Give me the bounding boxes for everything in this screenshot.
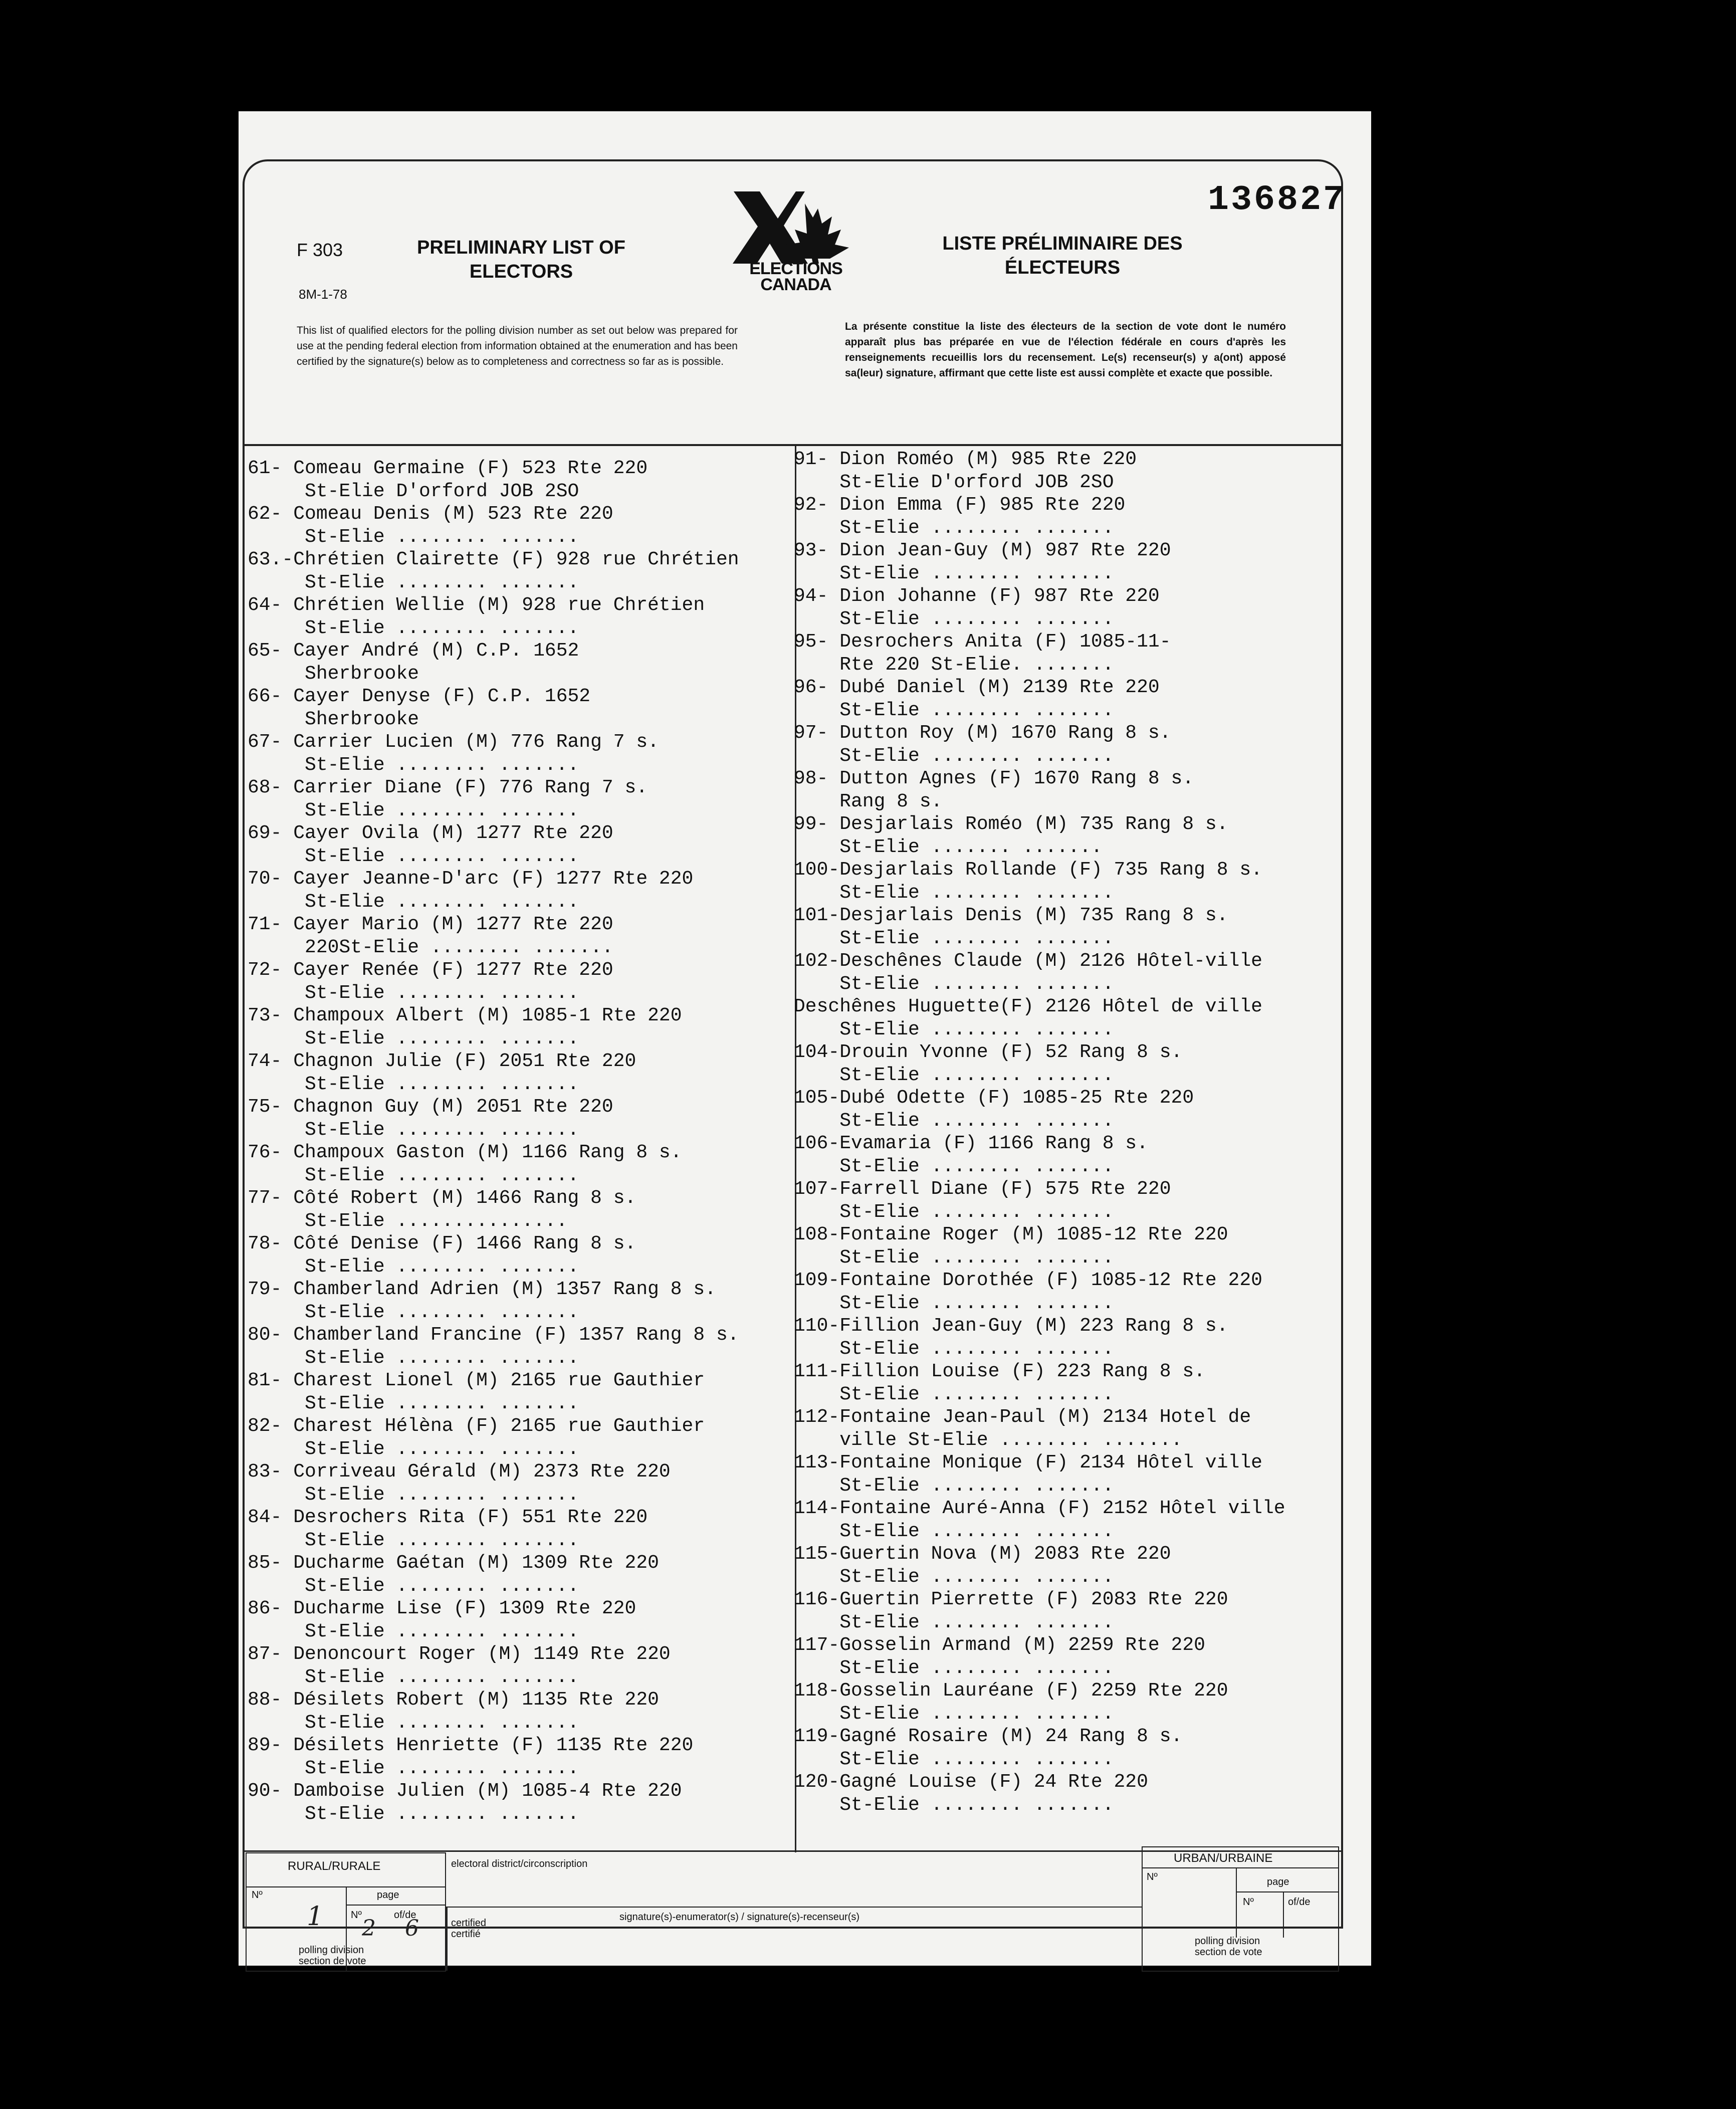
elector-address-line: St-Elie ........ .......	[248, 1073, 579, 1095]
urban-split	[1236, 1867, 1237, 1938]
handwritten-page-number: 2	[362, 1916, 376, 1941]
elector-entry	[248, 1597, 739, 1643]
elector-name-line: 61- Comeau Germaine (F) 523 Rte 220	[248, 458, 648, 479]
elector-entry	[794, 859, 1285, 904]
elector-entry	[794, 1679, 1285, 1725]
elector-entry	[794, 1360, 1285, 1406]
elector-entry	[248, 548, 739, 594]
elector-name-line: 84- Desrochers Rita (F) 551 Rte 220	[248, 1507, 648, 1528]
elector-address-line: St-Elie ........ .......	[794, 745, 1114, 767]
elector-entry	[248, 1780, 739, 1825]
elector-address-line: St-Elie ........ .......	[794, 1566, 1114, 1588]
elector-name-line: 102-Deschênes Claude (M) 2126 Hôtel-ville	[794, 950, 1262, 972]
elector-name-line: 96- Dubé Daniel (M) 2139 Rte 220	[794, 677, 1160, 698]
elector-name-line: 97- Dutton Roy (M) 1670 Rang 8 s.	[794, 722, 1171, 744]
elector-entry	[794, 1771, 1285, 1816]
elector-name-line: 85- Ducharme Gaétan (M) 1309 Rte 220	[248, 1552, 659, 1574]
elector-entry	[248, 1232, 739, 1278]
elector-address-line: 220St-Elie ........ .......	[248, 936, 613, 958]
elector-entry	[794, 950, 1285, 995]
elector-address-line: St-Elie ........ .......	[248, 526, 579, 548]
page-row-line	[346, 1905, 446, 1906]
elector-entry	[248, 1050, 739, 1096]
urban-header-line	[1142, 1867, 1339, 1868]
elector-address-line: St-Elie ........ .......	[248, 1255, 579, 1278]
elector-entry	[794, 1269, 1285, 1315]
elector-address-line: St-Elie ........ .......	[794, 1611, 1114, 1633]
elector-entry	[794, 494, 1285, 539]
electors-list-right	[794, 448, 1285, 1816]
elector-address-line: St-Elie ........ .......	[794, 1292, 1114, 1314]
urban-of-label: of/de	[1288, 1896, 1311, 1908]
elector-name-line: 73- Champoux Albert (M) 1085-1 Rte 220	[248, 1005, 682, 1026]
elector-address-line: St-Elie ........ .......	[248, 891, 579, 913]
elector-name-line: 93- Dion Jean-Guy (M) 987 Rte 220	[794, 540, 1171, 561]
elector-name-line: 105-Dubé Odette (F) 1085-25 Rte 220	[794, 1087, 1194, 1109]
elector-entry	[794, 448, 1285, 494]
elector-entry	[248, 640, 739, 685]
rural-polling-division-label: polling division section de vote	[299, 1945, 366, 1967]
elector-entry	[794, 539, 1285, 585]
elector-name-line: 90- Damboise Julien (M) 1085-4 Rte 220	[248, 1780, 682, 1802]
elector-name-line: 107-Farrell Diane (F) 575 Rte 220	[794, 1178, 1171, 1200]
elector-address-line: St-Elie ........ .......	[248, 1712, 579, 1734]
urban-page-split	[1283, 1892, 1284, 1938]
title-french: LISTE PRÉLIMINAIRE DES ÉLECTEURS	[942, 233, 1183, 278]
rural-no-label: Nº	[252, 1889, 263, 1901]
elector-address-line: St-Elie ........ .......	[248, 1575, 579, 1597]
of-label: of/de	[394, 1910, 416, 1921]
intro-french: La présente constitue la liste des électeurs de la section de vote dont le numéro apparaît plus bas préparée en vue de l'élection fédérale en cours d'après les renseignements recueillis lors du recensement. Le(s) recenseur(s) y a(ont) apposé sa(leur) signature, affirmant que cette liste est aussi complète et exacte que possible.	[845, 321, 1286, 379]
elector-name-line: 68- Carrier Diane (F) 776 Rang 7 s.	[248, 777, 648, 798]
elector-entry	[794, 722, 1285, 767]
elector-name-line: 87- Denoncourt Roger (M) 1149 Rte 220	[248, 1643, 671, 1665]
elector-address-line: St-Elie ........ .......	[248, 571, 579, 593]
elector-entry	[794, 767, 1285, 813]
elector-address-line: St-Elie ....... .......	[794, 836, 1103, 858]
elector-address-line: Rte 220 St-Elie. .......	[794, 654, 1114, 676]
elector-address-line: St-Elie ........ .......	[794, 882, 1114, 904]
elector-address-line: St-Elie ........ .......	[248, 1484, 579, 1506]
elector-entry	[248, 913, 739, 959]
elector-name-line: 70- Cayer Jeanne-D'arc (F) 1277 Rte 220	[248, 868, 694, 890]
rural-label: RURAL/RURALE	[288, 1859, 381, 1873]
elector-name-line: 91- Dion Roméo (M) 985 Rte 220	[794, 449, 1137, 470]
elector-address-line: St-Elie ........ .......	[794, 927, 1114, 949]
elector-name-line: 108-Fontaine Roger (M) 1085-12 Rte 220	[794, 1224, 1228, 1245]
elector-entry	[248, 1689, 739, 1734]
elector-entry	[248, 1734, 739, 1780]
elector-address-line: Sherbrooke	[248, 708, 419, 730]
elector-name-line: 104-Drouin Yvonne (F) 52 Rang 8 s.	[794, 1041, 1183, 1063]
elector-entry	[248, 868, 739, 913]
urban-polling-division-label: polling division section de vote	[1195, 1936, 1262, 1958]
handwritten-division-number: 1	[307, 1902, 324, 1932]
elector-name-line: 81- Charest Lionel (M) 2165 rue Gauthier	[248, 1370, 705, 1391]
elector-address-line: St-Elie ........ .......	[794, 1246, 1114, 1269]
elector-name-line: 98- Dutton Agnes (F) 1670 Rang 8 s.	[794, 768, 1194, 789]
elector-name-line: 115-Guertin Nova (M) 2083 Rte 220	[794, 1543, 1171, 1565]
elector-name-line: 110-Fillion Jean-Guy (M) 223 Rang 8 s.	[794, 1315, 1228, 1337]
elector-name-line: 71- Cayer Mario (M) 1277 Rte 220	[248, 914, 613, 935]
elector-entry	[794, 904, 1285, 950]
elector-entry	[794, 995, 1285, 1041]
elector-name-line: 76- Champoux Gaston (M) 1166 Rang 8 s.	[248, 1142, 682, 1163]
elector-entry	[248, 1460, 739, 1506]
elector-entry	[248, 594, 739, 640]
elector-entry	[248, 1552, 739, 1597]
elector-name-line: 65- Cayer André (M) C.P. 1652	[248, 640, 579, 662]
elector-address-line: St-Elie ........ .......	[794, 1201, 1114, 1223]
elector-entry	[794, 630, 1285, 676]
elector-name-line: 75- Chagnon Guy (M) 2051 Rte 220	[248, 1096, 613, 1118]
elector-entry	[794, 1543, 1285, 1588]
elector-address-line: St-Elie ........ .......	[794, 1383, 1114, 1405]
elector-address-line: St-Elie ........ .......	[794, 1657, 1114, 1679]
elector-address-line: St-Elie ........ .......	[794, 1155, 1114, 1177]
elector-address-line: St-Elie ........ .......	[794, 562, 1114, 584]
elector-address-line: St-Elie ........ .......	[248, 845, 579, 867]
elector-name-line: 86- Ducharme Lise (F) 1309 Rte 220	[248, 1598, 636, 1619]
logo-text: ELECTIONS CANADA	[749, 259, 842, 294]
urban-page-label: page	[1267, 1876, 1289, 1887]
elector-name-line: 78- Côté Denise (F) 1466 Rang 8 s.	[248, 1233, 636, 1254]
elector-address-line: St-Elie ........ .......	[794, 1520, 1114, 1542]
elector-address-line: St-Elie ........ .......	[248, 1620, 579, 1642]
elector-address-line: ville St-Elie ........ .......	[794, 1429, 1183, 1451]
elector-address-line: St-Elie ........ .......	[794, 1703, 1114, 1725]
elector-address-line: St-Elie ........ .......	[794, 1110, 1114, 1132]
elector-address-line: St-Elie ........ .......	[248, 1347, 579, 1369]
elector-name-line: 74- Chagnon Julie (F) 2051 Rte 220	[248, 1050, 636, 1072]
elector-name-line: 92- Dion Emma (F) 985 Rte 220	[794, 494, 1126, 516]
elector-entry	[248, 685, 739, 731]
elector-name-line: 113-Fontaine Monique (F) 2134 Hôtel ville	[794, 1452, 1262, 1473]
elector-name-line: 100-Desjarlais Rollande (F) 735 Rang 8 s.	[794, 859, 1262, 881]
elector-entry	[248, 503, 739, 548]
elector-address-line: St-Elie D'orford JOB 2SO	[794, 471, 1114, 493]
elector-name-line: 69- Cayer Ovila (M) 1277 Rte 220	[248, 822, 613, 844]
elector-entry	[248, 1415, 739, 1460]
urban-page-no-label: Nº	[1243, 1896, 1254, 1908]
elector-address-line: St-Elie ........ .......	[248, 1757, 579, 1779]
elector-entry	[794, 585, 1285, 630]
signature-label: signature(s)-enumerator(s) / signature(s)-recenseur(s)	[619, 1912, 860, 1923]
elector-name-line: 72- Cayer Renée (F) 1277 Rte 220	[248, 959, 613, 981]
elector-address-line: St-Elie ........ .......	[794, 1794, 1114, 1816]
elector-name-line: 64- Chrétien Wellie (M) 928 rue Chrétien	[248, 594, 705, 616]
elector-entry	[248, 1096, 739, 1141]
elector-name-line: 114-Fontaine Auré-Anna (F) 2152 Hôtel ville	[794, 1498, 1285, 1519]
elector-address-line: St-Elie ........ .......	[794, 973, 1114, 995]
elector-address-line: Sherbrooke	[248, 663, 419, 685]
elector-name-line: 101-Desjarlais Denis (M) 735 Rang 8 s.	[794, 905, 1228, 926]
header-divider	[243, 444, 1343, 446]
elector-entry	[794, 1132, 1285, 1178]
elector-name-line: 118-Gosselin Lauréane (F) 2259 Rte 220	[794, 1680, 1228, 1702]
elector-entry	[248, 1141, 739, 1187]
elector-entry	[248, 1506, 739, 1552]
intro-english: This list of qualified electors for the polling division number as set out below was prepared for use at the pending federal election from information obtained at the enumeration and has been certified by the signature(s) below as to completeness and correctness so far as is possible.	[297, 325, 738, 367]
form-number: F 303	[297, 240, 343, 260]
elector-entry	[794, 813, 1285, 859]
district-left-edge	[446, 1907, 448, 1971]
district-line	[446, 1907, 1143, 1908]
elector-address-line: St-Elie ........ .......	[248, 1392, 579, 1414]
elector-name-line: 77- Côté Robert (M) 1466 Rang 8 s.	[248, 1187, 636, 1209]
elector-name-line: 67- Carrier Lucien (M) 776 Rang 7 s.	[248, 731, 659, 753]
elector-name-line: 89- Désilets Henriette (F) 1135 Rte 220	[248, 1735, 694, 1756]
elector-name-line: 79- Chamberland Adrien (M) 1357 Rang 8 s.	[248, 1279, 716, 1300]
serial-number: 136827	[1208, 180, 1347, 220]
elector-name-line: 117-Gosselin Armand (M) 2259 Rte 220	[794, 1634, 1205, 1656]
elector-entry	[794, 1588, 1285, 1634]
elector-entry	[794, 1451, 1285, 1497]
elector-name-line: 62- Comeau Denis (M) 523 Rte 220	[248, 503, 613, 525]
elector-entry	[248, 457, 739, 503]
elector-name-line: 112-Fontaine Jean-Paul (M) 2134 Hotel de	[794, 1406, 1251, 1428]
form-date: 8M-1-78	[299, 287, 347, 302]
elector-name-line: 119-Gagné Rosaire (M) 24 Rang 8 s.	[794, 1726, 1183, 1747]
page-label: page	[377, 1889, 399, 1901]
elector-address-line: St-Elie ........ .......	[794, 1064, 1114, 1086]
elector-entry	[794, 1315, 1285, 1360]
elector-name-line: 99- Desjarlais Roméo (M) 735 Rang 8 s.	[794, 813, 1228, 835]
elector-address-line: St-Elie ........ .......	[794, 1474, 1114, 1497]
elector-address-line: St-Elie ........ .......	[794, 1018, 1114, 1040]
elector-address-line: St-Elie ........ .......	[248, 799, 579, 821]
elector-address-line: St-Elie ........ .......	[248, 1301, 579, 1323]
elector-address-line: St-Elie ........ .......	[248, 1529, 579, 1551]
elector-address-line: St-Elie D'orford JOB 2SO	[248, 480, 579, 502]
elector-name-line: 80- Chamberland Francine (F) 1357 Rang 8 s.	[248, 1324, 739, 1346]
urban-no-label: Nº	[1147, 1871, 1158, 1882]
elector-entry	[794, 1725, 1285, 1771]
elector-name-line: 116-Guertin Pierrette (F) 2083 Rte 220	[794, 1589, 1228, 1610]
elector-address-line: St-Elie ........ .......	[794, 517, 1114, 539]
elector-name-line: 120-Gagné Louise (F) 24 Rte 220	[794, 1771, 1148, 1793]
elector-address-line: St-Elie ........ .......	[794, 1338, 1114, 1360]
elector-entry	[794, 1406, 1285, 1451]
elector-entry	[248, 1187, 739, 1232]
elector-entry	[248, 1004, 739, 1050]
elector-address-line: St-Elie ........ .......	[248, 1803, 579, 1825]
elector-address-line: St-Elie ........ .......	[248, 754, 579, 776]
elector-name-line: 83- Corriveau Gérald (M) 2373 Rte 220	[248, 1461, 671, 1483]
elector-name-line: 95- Desrochers Anita (F) 1085-11-	[794, 631, 1171, 653]
elector-entry	[794, 1178, 1285, 1223]
electoral-district-label: electoral district/circonscription	[451, 1858, 588, 1869]
elector-name-line: 109-Fontaine Dorothée (F) 1085-12 Rte 220	[794, 1270, 1262, 1291]
elector-address-line: St-Elie ........ .......	[248, 1164, 579, 1186]
handwritten-page-total: 6	[405, 1916, 419, 1941]
elector-address-line: St-Elie ........ .......	[248, 1438, 579, 1460]
elector-address-line: St-Elie ........ .......	[248, 982, 579, 1004]
elector-name-line: 106-Evamaria (F) 1166 Rang 8 s.	[794, 1133, 1148, 1154]
elector-address-line: St-Elie ........ .......	[794, 699, 1114, 721]
elector-entry	[794, 1223, 1285, 1269]
elector-entry	[248, 776, 739, 822]
elector-entry	[248, 1278, 739, 1324]
page-no-label: Nº	[351, 1910, 362, 1921]
elector-entry	[248, 1643, 739, 1689]
elector-entry	[248, 1369, 739, 1415]
elector-name-line: 82- Charest Hélèna (F) 2165 rue Gauthier	[248, 1415, 705, 1437]
elector-name-line: Deschênes Huguette(F) 2126 Hôtel de ville	[794, 996, 1262, 1017]
elector-address-line: St-Elie ........ .......	[248, 1666, 579, 1688]
elector-entry	[794, 1087, 1285, 1132]
elector-address-line: Rang 8 s.	[794, 790, 943, 812]
electors-list-left	[248, 457, 739, 1825]
elector-entry	[794, 1634, 1285, 1679]
elector-name-line: 111-Fillion Louise (F) 223 Rang 8 s.	[794, 1361, 1205, 1382]
elector-name-line: 88- Désilets Robert (M) 1135 Rte 220	[248, 1689, 659, 1711]
elector-entry	[248, 1324, 739, 1369]
elector-address-line: St-Elie ........ .......	[248, 1027, 579, 1049]
urban-label: URBAN/URBAINE	[1174, 1851, 1273, 1865]
elector-address-line: St-Elie ........ .......	[248, 1119, 579, 1141]
elector-address-line: St-Elie ........ .......	[794, 1748, 1114, 1770]
elector-address-line: St-Elie ........ .......	[794, 608, 1114, 630]
elector-entry	[248, 822, 739, 868]
elector-name-line: 66- Cayer Denyse (F) C.P. 1652	[248, 686, 591, 707]
urban-page-line	[1236, 1891, 1339, 1892]
elector-entry	[794, 676, 1285, 722]
elector-address-line: St-Elie ........ .......	[248, 617, 579, 639]
elector-entry	[248, 731, 739, 776]
elector-entry	[248, 959, 739, 1004]
elector-address-line: St-Elie ...............	[248, 1210, 568, 1232]
certified-label: certified certifié	[451, 1918, 487, 1940]
title-english: PRELIMINARY LIST OF ELECTORS	[417, 237, 625, 282]
elector-name-line: 63.-Chrétien Clairette (F) 928 rue Chrétien	[248, 549, 739, 570]
elector-entry	[794, 1041, 1285, 1087]
elector-name-line: 94- Dion Johanne (F) 987 Rte 220	[794, 585, 1160, 607]
elector-entry	[794, 1497, 1285, 1543]
